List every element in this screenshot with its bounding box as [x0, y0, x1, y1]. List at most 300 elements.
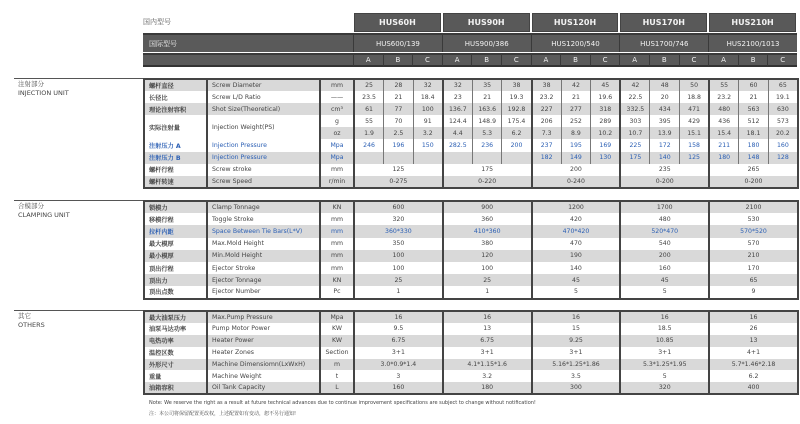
spec-value: 5.16*1.25*1.86 [532, 359, 621, 371]
spec-value: 175.4 [502, 115, 532, 127]
spec-value: 160 [768, 139, 798, 151]
spec-value: 211 [709, 139, 739, 151]
spec-value: 180 [739, 139, 769, 151]
screw-type-header: B [471, 53, 501, 67]
spec-value: 236 [472, 139, 502, 151]
spec-unit: —— [320, 91, 354, 103]
spec-value: 3.2 [413, 127, 443, 139]
spec-name-cn: 理论注射容积 [144, 103, 207, 115]
section-injection-label [18, 80, 69, 98]
spec-value: 32 [443, 79, 473, 91]
screw-type-header: C [679, 53, 709, 67]
spec-value: 140 [532, 262, 621, 274]
screw-type-header: B [560, 53, 590, 67]
spec-value: 38 [532, 79, 562, 91]
spec-value: 318 [591, 103, 621, 115]
spec-value: 570 [709, 238, 798, 250]
spec-value: 9 [709, 286, 798, 298]
spec-value: 563 [739, 103, 769, 115]
spec-unit: mm [320, 250, 354, 262]
spec-value: 23.2 [709, 91, 739, 103]
spec-value: 246 [354, 139, 384, 151]
spec-value: 170 [709, 262, 798, 274]
spec-unit: mm [320, 238, 354, 250]
spec-unit: mm [320, 225, 354, 237]
spec-value: 8.9 [561, 127, 591, 139]
spec-name-cn: 最小模厚 [144, 250, 207, 262]
spec-value: 360*330 [354, 225, 443, 237]
spec-value: 237 [532, 139, 562, 151]
spec-value: 180 [443, 382, 532, 394]
screw-type-header: C [767, 53, 797, 67]
spec-value: 100 [413, 103, 443, 115]
spec-value: 1 [443, 286, 532, 298]
spec-unit: g [320, 115, 354, 127]
spec-name-cn: 注射压力 B [144, 152, 207, 164]
section-others-label [18, 312, 45, 330]
spec-name-cn: 温控区数 [144, 347, 207, 359]
clamping-spec-table [143, 200, 799, 300]
spec-value [413, 152, 443, 164]
screw-type-header: B [649, 53, 679, 67]
spec-value: 100 [443, 262, 532, 274]
spec-row [144, 382, 798, 394]
spec-value: 16 [709, 311, 798, 323]
spec-value: 45 [591, 79, 621, 91]
model-domestic-name: HUS170H [620, 13, 707, 32]
spec-unit: mm [320, 262, 354, 274]
model-international-name: HUS900/386 [442, 33, 531, 52]
spec-value: 470*420 [532, 225, 621, 237]
section-clamping-en: CLAMPING UNIT [18, 211, 70, 219]
spec-row [144, 213, 798, 225]
spec-value: 25 [354, 79, 384, 91]
screw-type-header: B [383, 53, 413, 67]
spec-value: 23 [443, 91, 473, 103]
spec-value: 6.75 [354, 335, 443, 347]
spec-value: 6.75 [443, 335, 532, 347]
spec-value: 4.4 [443, 127, 473, 139]
spec-value: 23.5 [354, 91, 384, 103]
spec-name-en: Shot Size(Theoretical) [207, 103, 320, 115]
spec-value: 0-220 [443, 176, 532, 188]
spec-unit: Mpa [320, 311, 354, 323]
spec-unit: mm [320, 79, 354, 91]
spec-value: 3+1 [354, 347, 443, 359]
spec-value: 128 [768, 152, 798, 164]
spec-value: 206 [532, 115, 562, 127]
spec-row [144, 164, 798, 176]
model-international-name: HUS1700/746 [619, 33, 708, 52]
spec-value: 125 [680, 152, 710, 164]
spec-value: 1200 [532, 201, 621, 213]
spec-name-cn: 移模行程 [144, 213, 207, 225]
spec-value: 10.2 [591, 127, 621, 139]
spec-value: 900 [443, 201, 532, 213]
spec-value: 16 [354, 311, 443, 323]
spec-value: 18.1 [739, 127, 769, 139]
spec-value: 21 [472, 91, 502, 103]
spec-value: 429 [680, 115, 710, 127]
screw-type-header-blank [143, 53, 353, 67]
spec-name-en: Screw Diameter [207, 79, 320, 91]
spec-value: 471 [680, 103, 710, 115]
spec-value: 28 [384, 79, 414, 91]
spec-value: 265 [709, 164, 798, 176]
spec-value: 200 [532, 164, 621, 176]
spec-value: 3 [354, 370, 443, 382]
spec-value: 332.5 [620, 103, 650, 115]
screw-type-header: C [590, 53, 620, 67]
spec-value: 600 [354, 201, 443, 213]
spec-value: 77 [384, 103, 414, 115]
spec-row [144, 370, 798, 382]
spec-value: 300 [532, 382, 621, 394]
spec-value: 0-200 [620, 176, 709, 188]
spec-value: 195 [561, 139, 591, 151]
spec-row [144, 79, 798, 91]
spec-unit: cm³ [320, 103, 354, 115]
spec-value [443, 152, 473, 164]
spec-value: 3+1 [532, 347, 621, 359]
spec-name-en: Ejector Tonnage [207, 274, 320, 286]
spec-unit: Pc [320, 286, 354, 298]
spec-value: 19.3 [502, 91, 532, 103]
spec-value: 190 [532, 250, 621, 262]
spec-value: 45 [532, 274, 621, 286]
spec-value: 3+1 [620, 347, 709, 359]
spec-name-en: Pump Motor Power [207, 323, 320, 335]
model-international-name: HUS600/139 [353, 33, 442, 52]
spec-value: 150 [413, 139, 443, 151]
spec-row [144, 201, 798, 213]
spec-value: 13.9 [650, 127, 680, 139]
spec-value: 4+1 [709, 347, 798, 359]
spec-value [502, 152, 532, 164]
screw-type-header: A [531, 53, 561, 67]
spec-row [144, 103, 798, 115]
spec-value: 6.2 [502, 127, 532, 139]
spec-name-en: Injection Pressure [207, 139, 320, 151]
spec-value: 38 [502, 79, 532, 91]
spec-name-cn: 顶出行程 [144, 262, 207, 274]
spec-value: 42 [620, 79, 650, 91]
spec-value: 140 [650, 152, 680, 164]
spec-value: 2.5 [384, 127, 414, 139]
spec-value: 18.5 [620, 323, 709, 335]
spec-name-cn: 长径比 [144, 91, 207, 103]
spec-row [144, 91, 798, 103]
spec-unit: Mpa [320, 139, 354, 151]
spec-value: 149 [561, 152, 591, 164]
spec-value: 158 [680, 139, 710, 151]
spec-value: 277 [561, 103, 591, 115]
spec-value: 100 [354, 262, 443, 274]
spec-name-en: Screw L/D Ratio [207, 91, 320, 103]
section-divider [14, 200, 143, 201]
spec-name-cn: 螺杆行程 [144, 164, 207, 176]
domestic-model-label: 国内型号 [143, 18, 171, 26]
spec-value: 6.2 [709, 370, 798, 382]
spec-value: 42 [561, 79, 591, 91]
spec-value: 25 [354, 274, 443, 286]
spec-value: 192.8 [502, 103, 532, 115]
spec-name-en: Heater Power [207, 335, 320, 347]
spec-value: 235 [620, 164, 709, 176]
spec-value: 22.5 [620, 91, 650, 103]
spec-unit: Mpa [320, 152, 354, 164]
spec-row [144, 274, 798, 286]
model-international-name: HUS1200/540 [531, 33, 620, 52]
spec-name-en: Min.Mold Height [207, 250, 320, 262]
spec-row [144, 262, 798, 274]
spec-value: 303 [620, 115, 650, 127]
spec-row [144, 139, 798, 151]
spec-value: 10.85 [620, 335, 709, 347]
section-others-en: OTHERS [18, 321, 45, 329]
spec-value: 130 [591, 152, 621, 164]
spec-unit: r/min [320, 176, 354, 188]
spec-row [144, 176, 798, 188]
spec-value: 21 [561, 91, 591, 103]
spec-value: 125 [354, 164, 443, 176]
spec-value [354, 152, 384, 164]
screw-type-header: A [353, 53, 383, 67]
spec-value: 48 [650, 79, 680, 91]
spec-value: 436 [709, 115, 739, 127]
spec-name-cn: 拉杆内距 [144, 225, 207, 237]
spec-value: 1 [354, 286, 443, 298]
spec-value: 50 [680, 79, 710, 91]
spec-value: 55 [709, 79, 739, 91]
spec-value: 15.4 [709, 127, 739, 139]
spec-value: 5 [620, 370, 709, 382]
spec-value: 5.7*1.46*2.18 [709, 359, 798, 371]
spec-value: 70 [384, 115, 414, 127]
spec-value: 480 [620, 213, 709, 225]
spec-unit: m [320, 359, 354, 371]
spec-value: 5.3*1.25*1.95 [620, 359, 709, 371]
screw-type-header: B [738, 53, 768, 67]
spec-value: 20 [650, 91, 680, 103]
spec-value: 16 [532, 311, 621, 323]
spec-unit: Section [320, 347, 354, 359]
spec-value: 160 [354, 382, 443, 394]
injection-spec-table [143, 78, 799, 189]
spec-value: 163.6 [472, 103, 502, 115]
spec-value: 15.1 [680, 127, 710, 139]
spec-value: 136.7 [443, 103, 473, 115]
spec-name-cn: 螺杆直径 [144, 79, 207, 91]
spec-value: 10.7 [620, 127, 650, 139]
spec-value: 13 [443, 323, 532, 335]
spec-value: 289 [591, 115, 621, 127]
spec-unit: KW [320, 323, 354, 335]
spec-value: 16 [443, 311, 532, 323]
screw-type-header: C [412, 53, 442, 67]
spec-value: 124.4 [443, 115, 473, 127]
spec-value: 360 [443, 213, 532, 225]
spec-name-en: Toggle Stroke [207, 213, 320, 225]
spec-value [472, 152, 502, 164]
spec-value: 172 [650, 139, 680, 151]
spec-name-cn: 螺杆转速 [144, 176, 207, 188]
spec-value: 148.9 [472, 115, 502, 127]
screw-type-header: C [501, 53, 531, 67]
spec-unit: KN [320, 201, 354, 213]
spec-value: 5.3 [472, 127, 502, 139]
spec-value: 434 [650, 103, 680, 115]
spec-value: 60 [739, 79, 769, 91]
spec-value: 15 [532, 323, 621, 335]
spec-value: 18.4 [413, 91, 443, 103]
spec-value: 45 [620, 274, 709, 286]
spec-value: 320 [620, 382, 709, 394]
spec-name-en: Heater Zones [207, 347, 320, 359]
section-divider [14, 78, 143, 79]
spec-name-en: Screw stroke [207, 164, 320, 176]
spec-value: 395 [650, 115, 680, 127]
spec-unit: oz [320, 127, 354, 139]
spec-unit: KW [320, 335, 354, 347]
spec-unit: mm [320, 213, 354, 225]
model-domestic-name: HUS210H [709, 13, 796, 32]
spec-value: 1.9 [354, 127, 384, 139]
spec-value: 21 [384, 91, 414, 103]
others-spec-table [143, 310, 799, 395]
spec-value: 180 [709, 152, 739, 164]
spec-name-en: Ejector Number [207, 286, 320, 298]
spec-name-en: Max.Mold Height [207, 238, 320, 250]
spec-value: 420 [532, 213, 621, 225]
spec-value: 3.2 [443, 370, 532, 382]
spec-name-cn: 最大模厚 [144, 238, 207, 250]
spec-row [144, 347, 798, 359]
spec-value: 0-240 [532, 176, 621, 188]
spec-name-en: Injection Weight(PS) [207, 115, 320, 139]
spec-row [144, 335, 798, 347]
spec-value: 61 [354, 103, 384, 115]
spec-name-en: Space Between Tie Bars(L*V) [207, 225, 320, 237]
spec-value: 480 [709, 103, 739, 115]
section-clamping-cn: 合模部分 [18, 202, 44, 210]
spec-value: 3.5 [532, 370, 621, 382]
spec-row [144, 115, 798, 127]
spec-value: 252 [561, 115, 591, 127]
spec-row [144, 238, 798, 250]
spec-name-en: Machine Dimensiomn(LxWxH) [207, 359, 320, 371]
spec-value: 4.1*1.15*1.6 [443, 359, 532, 371]
spec-name-cn: 最大油泵压力 [144, 311, 207, 323]
spec-value: 65 [709, 274, 798, 286]
section-others-cn: 其它 [18, 312, 31, 320]
note-english: Note: We reserve the right as a result at future technical advances due to continue improvement specifications are subject to change without notification! [149, 400, 536, 406]
spec-value: 520*470 [620, 225, 709, 237]
spec-unit: KN [320, 274, 354, 286]
spec-value: 120 [443, 250, 532, 262]
spec-value: 530 [709, 213, 798, 225]
spec-value: 9.25 [532, 335, 621, 347]
spec-value: 320 [354, 213, 443, 225]
spec-value: 25 [443, 274, 532, 286]
spec-name-en: Machine Weight [207, 370, 320, 382]
spec-name-en: Clamp Tonnage [207, 201, 320, 213]
spec-value: 282.5 [443, 139, 473, 151]
spec-value: 20.2 [768, 127, 798, 139]
spec-name-cn: 油箱容积 [144, 382, 207, 394]
spec-value: 9.5 [354, 323, 443, 335]
spec-value: 175 [443, 164, 532, 176]
model-international-name: HUS2100/1013 [708, 33, 797, 52]
spec-value: 19.1 [768, 91, 798, 103]
spec-value: 630 [768, 103, 798, 115]
spec-unit: t [320, 370, 354, 382]
spec-value: 210 [709, 250, 798, 262]
spec-row [144, 152, 798, 164]
spec-value: 100 [354, 250, 443, 262]
spec-value: 0-200 [709, 176, 798, 188]
spec-value: 65 [768, 79, 798, 91]
spec-value: 2100 [709, 201, 798, 213]
section-divider [14, 310, 143, 311]
spec-value: 540 [620, 238, 709, 250]
screw-type-header: A [442, 53, 472, 67]
spec-name-cn: 顶出点数 [144, 286, 207, 298]
spec-row [144, 359, 798, 371]
spec-value: 91 [413, 115, 443, 127]
spec-value: 7.3 [532, 127, 562, 139]
spec-value: 175 [620, 152, 650, 164]
spec-value: 380 [443, 238, 532, 250]
spec-value: 3+1 [443, 347, 532, 359]
spec-value: 19.6 [591, 91, 621, 103]
spec-value: 200 [502, 139, 532, 151]
spec-name-cn: 电热功率 [144, 335, 207, 347]
spec-name-cn: 实际注射量 [144, 115, 207, 139]
spec-name-en: Ejector Stroke [207, 262, 320, 274]
spec-unit: mm [320, 164, 354, 176]
spec-value: 21 [739, 91, 769, 103]
spec-name-en: Max.Pump Pressure [207, 311, 320, 323]
spec-row [144, 250, 798, 262]
spec-row [144, 323, 798, 335]
model-domestic-name: HUS90H [443, 13, 530, 32]
spec-value: 3.0*0.9*1.4 [354, 359, 443, 371]
spec-value: 410*360 [443, 225, 532, 237]
spec-name-cn: 顶出力 [144, 274, 207, 286]
spec-value: 5 [620, 286, 709, 298]
spec-value: 169 [591, 139, 621, 151]
section-injection-cn: 注射部分 [18, 80, 44, 88]
spec-name-en: Screw Speed [207, 176, 320, 188]
spec-value: 182 [532, 152, 562, 164]
spec-value: 573 [768, 115, 798, 127]
spec-value: 512 [739, 115, 769, 127]
spec-name-en: Oil Tank Capacity [207, 382, 320, 394]
spec-value: 18.8 [680, 91, 710, 103]
spec-value: 200 [620, 250, 709, 262]
spec-name-cn: 锁模力 [144, 201, 207, 213]
spec-name-cn: 油泵马达功率 [144, 323, 207, 335]
spec-value: 196 [384, 139, 414, 151]
spec-value: 26 [709, 323, 798, 335]
section-clamping-label [18, 202, 70, 220]
spec-value: 227 [532, 103, 562, 115]
spec-value [384, 152, 414, 164]
spec-value: 225 [620, 139, 650, 151]
spec-row [144, 286, 798, 298]
spec-row [144, 311, 798, 323]
